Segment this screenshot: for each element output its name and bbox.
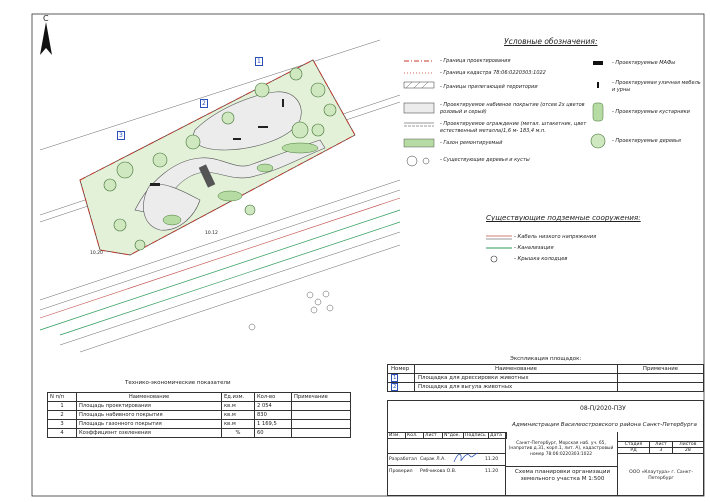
tep-table [47,392,351,438]
tep-header-row [48,393,351,402]
title-org: Администрация Василеостровского района Санкт-Петербурга [512,422,697,428]
legend-right-item: - Проектируемая уличная мебель и урны [612,80,701,93]
tep-cell: % [222,429,255,438]
legend-item: - Существующие деревья и кусты [440,157,530,163]
tep-cell [292,402,351,411]
table-row [388,374,704,383]
site-number-badge: 2 [393,384,397,390]
tep-title: Технико-экономические показатели [125,380,231,386]
tep-cell: 1 169,5 [255,420,292,429]
tep-cell: Площадь проектирования [77,402,222,411]
table-row [48,402,351,411]
tep-cell: 60 [255,429,292,438]
table-row [48,429,351,438]
legend-right-item: - Проектируемые кустарники [612,109,690,115]
developed-name: Сирак Л.А. [420,457,446,462]
tep-cell: кв.м [222,411,255,420]
legend-swatches-right [588,55,610,155]
signature-icon [452,448,480,466]
change-header: Подпись [464,433,489,439]
legend-item: - Газон ремонтируемый [440,140,503,146]
underground-swatches [484,230,514,266]
elevation-label: 10.12 [205,231,218,236]
table-row [388,383,704,392]
checked-name: Рябчикова О.В. [420,469,457,474]
stage-header: Лист [649,442,672,448]
north-arrow-icon [40,22,52,55]
explication-cell [618,383,704,392]
stage-header: Листов [672,442,703,448]
tep-cell: Коэффициэнт озеленения [77,429,222,438]
explication-header: Наименование [415,365,618,374]
title-code: 08-П/2020-ПЗУ [580,405,626,412]
existing-trees [249,291,333,330]
divider [387,453,505,454]
checked-date: 11.20 [485,469,499,474]
table-row [48,420,351,429]
legend-swatches [400,55,440,175]
underground-title: Существующие подземные сооружения: [486,213,641,222]
tep-cell: кв.м [222,420,255,429]
legend-item: - Границы прилегающей территории [440,84,538,90]
underground-item: - Канализация [514,245,554,251]
tep-cell: 2 [48,411,77,420]
title-address: Санкт-Петербург, Морская наб. уч. 65, (напротив д.31, корп.1, лит. А), кадастровый номер 78:06:0220303:1022 [508,441,614,457]
tep-cell: Площадь газонного покрытия [77,420,222,429]
tep-header: Примечание [292,393,351,402]
tep-cell [292,411,351,420]
change-header: Дата [489,433,507,439]
tep-cell: 4 [48,429,77,438]
legend-item: - Проектируемое ограждение (метал. штакетник, цвет естественный металла)1,6 м- 183,4 м.п. [440,121,587,134]
tep-header: N п/п [48,393,77,402]
legend-title: Условные обозначения: [504,37,598,46]
tep-cell: 1 [48,402,77,411]
change-header-table [387,432,507,439]
checked-label: Проверил [389,469,413,474]
elevation-label: 10.20 [90,251,103,256]
table-row [48,411,351,420]
tep-cell [292,420,351,429]
tep-cell [292,429,351,438]
divider [505,432,506,496]
change-header: Изм. [388,433,406,439]
sheet-name: Схема планировки организации земельного участка М 1:500 [514,469,611,482]
stage-value: 28 [672,448,703,454]
underground-item: - Кабель низкого напряжения [514,234,597,240]
explication-title: Экспликация площадок: [510,356,582,362]
marker-1: 1 [257,58,261,65]
change-header: N°док. [443,433,464,439]
developed-date: 11.20 [485,457,499,462]
legend-right-item: - Проектируемые деревья [612,138,681,144]
explication-cell [618,374,704,383]
tep-header: Наименование [77,393,222,402]
tep-header: Ед.изм. [222,393,255,402]
change-header: Лист [424,433,443,439]
tep-cell: Площадь набивного покрытия [77,411,222,420]
company-name: ООО «Клаутура» г. Санкт-Петербург [629,470,693,481]
stage-value: РД [618,448,650,454]
explication-table [387,364,704,392]
explication-cell [388,374,415,383]
change-header: Кол. [406,433,424,439]
tep-cell: кв.м [222,402,255,411]
legend-item: - Проектируемое набивное покрытие (отсев 2х цветов розовый и серый) [440,102,585,115]
site-number-badge: 1 [393,375,397,381]
developed-label: Разработал [389,457,417,462]
north-label: С [43,14,49,23]
explication-header: Примечание [618,365,704,374]
divider [505,466,617,467]
tep-header: Кол-во [255,393,292,402]
explication-cell [388,383,415,392]
stage-table [617,441,704,454]
divider [387,465,505,466]
explication-header-row [388,365,704,374]
tep-cell: 3 [48,420,77,429]
underground-item: - Крышка колодцев [514,256,568,262]
explication-cell: Площадка для дрессировки животных [415,374,618,383]
stage-value: 3 [649,448,672,454]
marker-3: 3 [119,132,123,139]
marker-2: 2 [202,100,206,107]
explication-header: Номер [388,365,415,374]
tep-cell: 2 054 [255,402,292,411]
explication-cell: Площадка для выгула животных [415,383,618,392]
legend-item: - Граница проектирования [440,58,511,64]
legend-right-item: - Проектируемые МАФы [612,60,676,66]
tep-cell: 830 [255,411,292,420]
stage-header: Стадия [618,442,650,448]
legend-item: - Граница кадастра 78:06:0220303:1022 [440,70,546,76]
